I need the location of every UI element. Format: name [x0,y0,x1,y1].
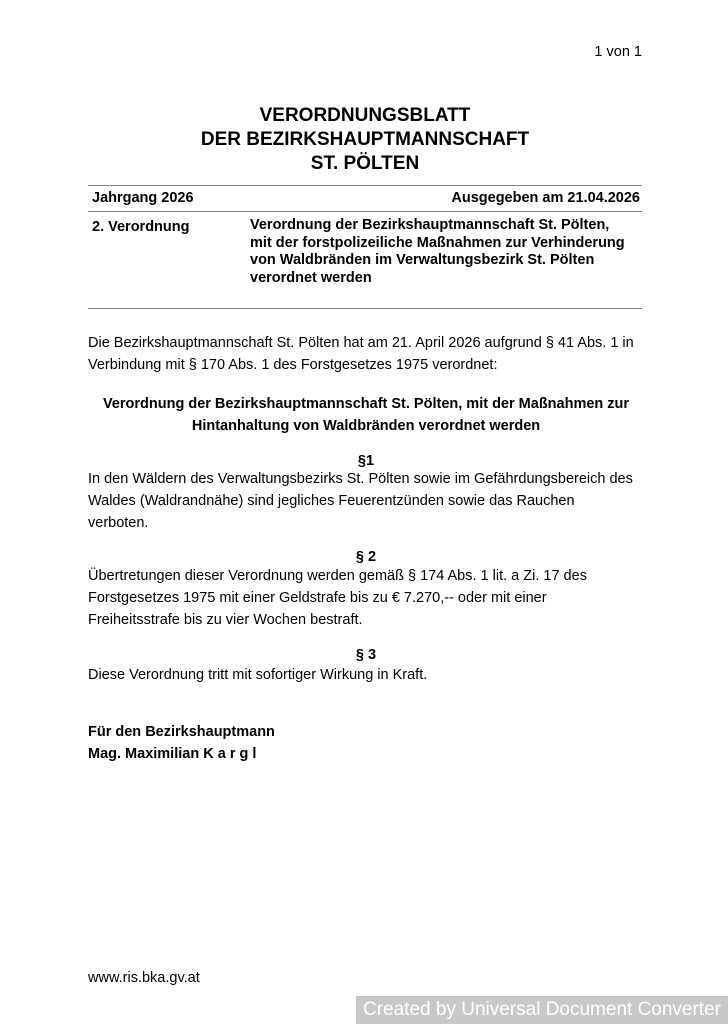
section-line: Diese Verordnung tritt mit sofortiger Wirkung in Kraft. [88,667,428,683]
gazette-title [88,104,642,176]
header-mid-rule [88,211,642,212]
section-2-text [88,565,644,631]
section-line: verboten. [88,515,149,531]
section-line: In den Wäldern des Verwaltungsbezirks St. Pölten sowie im Gefährdungsbereich des [88,471,633,487]
section-line: Forstgesetzes 1975 mit einer Geldstrafe bis zu € 7.270,-- oder mit einer [88,590,547,606]
footer-url: www.ris.bka.gv.at [88,970,200,986]
heading-line: Verordnung der Bezirkshauptmannschaft St. Pölten, mit der Maßnahmen zur [102,396,630,412]
ordinance-title-line: von Waldbränden im Verwaltungsbezirk St. Pölten [250,252,595,269]
issue-header [92,190,640,206]
title-line: ST. PÖLTEN [310,153,420,174]
issue-date: Ausgegeben am 21.04.2026 [451,190,640,206]
heading-line: Hintanhaltung von Waldbränden verordnet werden [191,418,541,434]
ordinance-title [250,217,640,287]
title-line: DER BEZIRKSHAUPTMANNSCHAFT [200,129,530,150]
section-line: Waldes (Waldrandnähe) sind jegliches Feuerentzünden sowie das Rauchen [88,493,575,509]
section-3-text [88,664,644,686]
section-3-label: § 3 [355,647,377,663]
section-2-label: § 2 [355,549,377,565]
intro-paragraph [88,332,644,376]
jahrgang: Jahrgang 2026 [92,190,194,206]
signature-line-1: Für den Bezirkshauptmann [88,724,275,740]
ordinance-title-line: mit der forstpolizeiliche Maßnahmen zur Verhinderung [250,234,625,251]
ordinance-heading [88,393,644,437]
section-1-label: §1 [357,453,375,469]
section-line: Freiheitsstrafe bis zu vier Wochen bestraft. [88,612,363,628]
ordinance-number: 2. Verordnung [92,219,190,235]
header-top-rule [88,185,642,186]
ordinance-title-line: verordnet werden [250,269,372,286]
section-line: Übertretungen dieser Verordnung werden gemäß § 174 Abs. 1 lit. a Zi. 17 des [88,568,587,584]
section-1-text [88,468,644,534]
page-number: 1 von 1 [594,44,642,60]
title-line: VERORDNUNGSBLATT [259,105,471,126]
signature-name: Mag. Maximilian K a r g l [88,746,257,762]
converter-watermark: Created by Universal Document Converter [356,996,728,1024]
ordinance-title-line: Verordnung der Bezirkshauptmannschaft St. Pölten, [250,217,610,233]
header-bottom-rule [88,308,642,309]
intro-line: Die Bezirkshauptmannschaft St. Pölten hat am 21. April 2026 aufgrund § 41 Abs. 1 in [88,335,634,351]
intro-line: Verbindung mit § 170 Abs. 1 des Forstgesetzes 1975 verordnet: [88,357,498,373]
signature-block [88,721,275,765]
